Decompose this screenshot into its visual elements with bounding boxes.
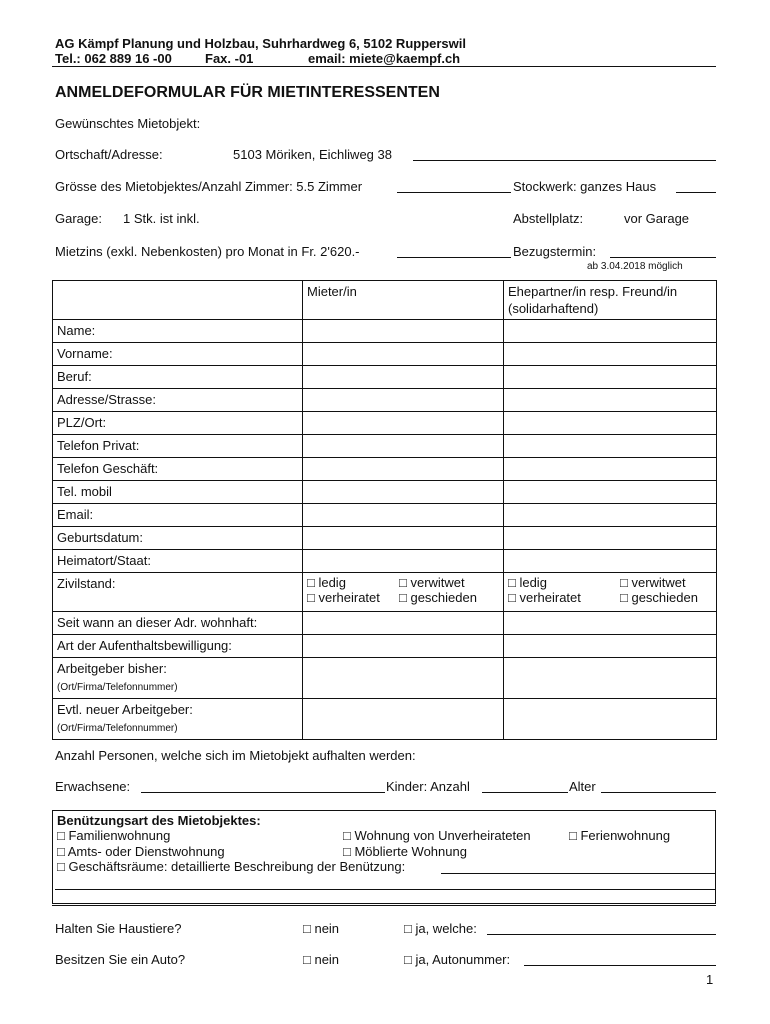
table-row xyxy=(53,635,717,658)
tenant-cell[interactable] xyxy=(303,612,504,635)
partner-cell[interactable] xyxy=(504,435,717,458)
row-label: Seit wann an dieser Adr. wohnhaft: xyxy=(53,612,303,635)
age-label: Alter xyxy=(569,779,596,794)
pets-question: Halten Sie Haustiere? xyxy=(55,921,182,936)
rent-line[interactable] xyxy=(397,257,511,258)
page-number: 1 xyxy=(706,972,714,987)
partner-cell[interactable] xyxy=(504,658,717,699)
table-header-partner xyxy=(504,281,717,320)
children-line[interactable] xyxy=(482,792,568,793)
row-label: Telefon Privat: xyxy=(53,435,303,458)
employer-prev-text: Arbeitgeber bisher: xyxy=(57,661,167,676)
row-label: Email: xyxy=(53,504,303,527)
partner-cell[interactable] xyxy=(504,504,717,527)
table-row xyxy=(53,366,717,389)
company-fax: Fax. -01 xyxy=(205,51,254,66)
usage-box-underline xyxy=(52,905,716,906)
row-label: Geburtsdatum: xyxy=(53,527,303,550)
car-no-checkbox[interactable]: □ nein xyxy=(303,952,340,967)
row-label: Art der Aufenthaltsbewilligung: xyxy=(53,635,303,658)
row-label: Vorname: xyxy=(53,343,303,366)
employer-new-label xyxy=(53,699,303,740)
table-row xyxy=(53,458,717,481)
page-title: ANMELDEFORMULAR FÜR MIETINTERESSENTEN xyxy=(55,84,440,101)
partner-cell[interactable] xyxy=(504,320,717,343)
furnished-checkbox[interactable]: □ Möblierte Wohnung xyxy=(343,844,467,859)
table-header-empty xyxy=(53,281,303,320)
garage-label: Garage: xyxy=(55,211,102,226)
table-row xyxy=(53,320,717,343)
company-email: email: miete@kaempf.ch xyxy=(308,51,461,66)
employer-prev-note: (Ort/Firma/Telefonnummer) xyxy=(57,682,178,693)
partner-verwitwet-checkbox[interactable]: □ verwitwet xyxy=(620,575,686,590)
rent-label: Mietzins (exkl. Nebenkosten) pro Monat in Fr. 2'620.- xyxy=(55,244,360,259)
table-row xyxy=(53,504,717,527)
partner-cell[interactable] xyxy=(504,635,717,658)
pets-line[interactable] xyxy=(487,934,716,935)
row-label: Tel. mobil xyxy=(53,481,303,504)
row-label: Adresse/Strasse: xyxy=(53,389,303,412)
partner-verheiratet-checkbox[interactable]: □ verheiratet xyxy=(508,590,581,605)
partner-cell[interactable] xyxy=(504,527,717,550)
tenant-cell[interactable] xyxy=(303,412,504,435)
tenant-cell[interactable] xyxy=(303,320,504,343)
tenant-cell[interactable] xyxy=(303,527,504,550)
business-line-2[interactable] xyxy=(55,889,715,890)
tenant-cell[interactable] xyxy=(303,550,504,573)
car-question: Besitzen Sie ein Auto? xyxy=(55,952,186,967)
partner-header-label: Ehepartner/in resp. Freund/in xyxy=(508,284,678,299)
table-row xyxy=(53,612,717,635)
table-header-tenant xyxy=(303,281,504,320)
storage-label: Abstellplatz: xyxy=(513,211,584,226)
tenant-verwitwet-checkbox[interactable]: □ verwitwet xyxy=(399,575,465,590)
address-line[interactable] xyxy=(413,160,716,161)
partner-cell[interactable] xyxy=(504,481,717,504)
applicant-table xyxy=(52,280,717,740)
tenant-civil-cell xyxy=(303,573,504,612)
tenant-cell[interactable] xyxy=(303,389,504,412)
table-row xyxy=(53,550,717,573)
table-row xyxy=(53,343,717,366)
partner-cell[interactable] xyxy=(504,389,717,412)
move-in-line[interactable] xyxy=(610,257,716,258)
table-row xyxy=(53,658,717,699)
floor-line[interactable] xyxy=(676,192,716,193)
tenant-verheiratet-checkbox[interactable]: □ verheiratet xyxy=(307,590,380,605)
address-label: Ortschaft/Adresse: xyxy=(55,147,163,162)
pets-no-checkbox[interactable]: □ nein xyxy=(303,921,340,936)
table-row xyxy=(53,481,717,504)
table-row xyxy=(53,699,717,740)
partner-cell[interactable] xyxy=(504,699,717,740)
tenant-cell[interactable] xyxy=(303,699,504,740)
partner-cell[interactable] xyxy=(504,366,717,389)
floor-label: Stockwerk: ganzes Haus xyxy=(513,179,657,194)
business-line-1[interactable] xyxy=(441,873,715,874)
partner-cell[interactable] xyxy=(504,343,717,366)
pets-yes-checkbox[interactable]: □ ja, welche: xyxy=(404,921,477,936)
row-label: Beruf: xyxy=(53,366,303,389)
partner-civil-cell xyxy=(504,573,717,612)
storage-value: vor Garage xyxy=(624,211,690,226)
car-yes-checkbox[interactable]: □ ja, Autonummer: xyxy=(404,952,511,967)
row-label: Heimatort/Staat: xyxy=(53,550,303,573)
size-line[interactable] xyxy=(397,192,511,193)
tenant-cell[interactable] xyxy=(303,635,504,658)
employer-new-note: (Ort/Firma/Telefonnummer) xyxy=(57,723,178,734)
table-row xyxy=(53,412,717,435)
row-label: Telefon Geschäft: xyxy=(53,458,303,481)
company-address: AG Kämpf Planung und Holzbau, Suhrhardweg 6, 5102 Rupperswil xyxy=(55,36,466,51)
adults-label: Erwachsene: xyxy=(55,779,131,794)
unmarried-checkbox[interactable]: □ Wohnung von Unverheirateten xyxy=(343,828,531,843)
tenant-cell[interactable] xyxy=(303,458,504,481)
tenant-header-label: Mieter/in xyxy=(307,284,357,299)
partner-cell[interactable] xyxy=(504,550,717,573)
adults-line[interactable] xyxy=(141,792,385,793)
civil-status-label xyxy=(53,573,303,612)
size-label: Grösse des Mietobjektes/Anzahl Zimmer: 5.5 Zimmer xyxy=(55,179,363,194)
usage-title: Benützungsart des Mietobjektes: xyxy=(57,813,261,828)
partner-geschieden-checkbox[interactable]: □ geschieden xyxy=(620,590,698,605)
partner-cell[interactable] xyxy=(504,612,717,635)
employer-new-text: Evtl. neuer Arbeitgeber: xyxy=(57,702,193,717)
address-value: 5103 Möriken, Eichliweg 38 xyxy=(233,147,392,162)
tenant-ledig-checkbox[interactable]: □ ledig xyxy=(307,575,346,590)
car-line[interactable] xyxy=(524,965,716,966)
wanted-object-label: Gewünschtes Mietobjekt: xyxy=(55,116,201,131)
tenant-cell[interactable] xyxy=(303,366,504,389)
row-label: PLZ/Ort: xyxy=(53,412,303,435)
age-line[interactable] xyxy=(601,792,716,793)
tenant-cell[interactable] xyxy=(303,435,504,458)
tenant-cell[interactable] xyxy=(303,504,504,527)
table-row xyxy=(53,435,717,458)
partner-cell[interactable] xyxy=(504,412,717,435)
partner-cell[interactable] xyxy=(504,458,717,481)
persons-question: Anzahl Personen, welche sich im Mietobjekt aufhalten werden: xyxy=(55,748,416,763)
table-row xyxy=(53,389,717,412)
company-tel: Tel.: 062 889 16 -00 xyxy=(55,51,172,66)
partner-ledig-checkbox[interactable]: □ ledig xyxy=(508,575,547,590)
garage-value: 1 Stk. ist inkl. xyxy=(123,211,200,226)
partner-header-sub: (solidarhaftend) xyxy=(508,301,599,316)
civil-status-row xyxy=(53,573,717,612)
table-row xyxy=(53,527,717,550)
move-in-label: Bezugstermin: xyxy=(513,244,597,259)
header-divider xyxy=(52,66,716,67)
row-label: Name: xyxy=(53,320,303,343)
business-checkbox[interactable]: □ Geschäftsräume: detaillierte Beschreibung der Benützung: xyxy=(57,859,406,874)
official-checkbox[interactable]: □ Amts- oder Dienstwohnung xyxy=(57,844,225,859)
move-in-note: ab 3.04.2018 möglich xyxy=(587,261,683,272)
tenant-cell[interactable] xyxy=(303,481,504,504)
usage-box xyxy=(52,810,716,904)
employer-prev-label xyxy=(53,658,303,699)
civil-status-text: Zivilstand: xyxy=(57,576,116,591)
children-label: Kinder: Anzahl xyxy=(386,779,470,794)
tenant-geschieden-checkbox[interactable]: □ geschieden xyxy=(399,590,477,605)
tenant-cell[interactable] xyxy=(303,658,504,699)
holiday-checkbox[interactable]: □ Ferienwohnung xyxy=(569,828,671,843)
family-checkbox[interactable]: □ Familienwohnung xyxy=(57,828,171,843)
tenant-cell[interactable] xyxy=(303,343,504,366)
